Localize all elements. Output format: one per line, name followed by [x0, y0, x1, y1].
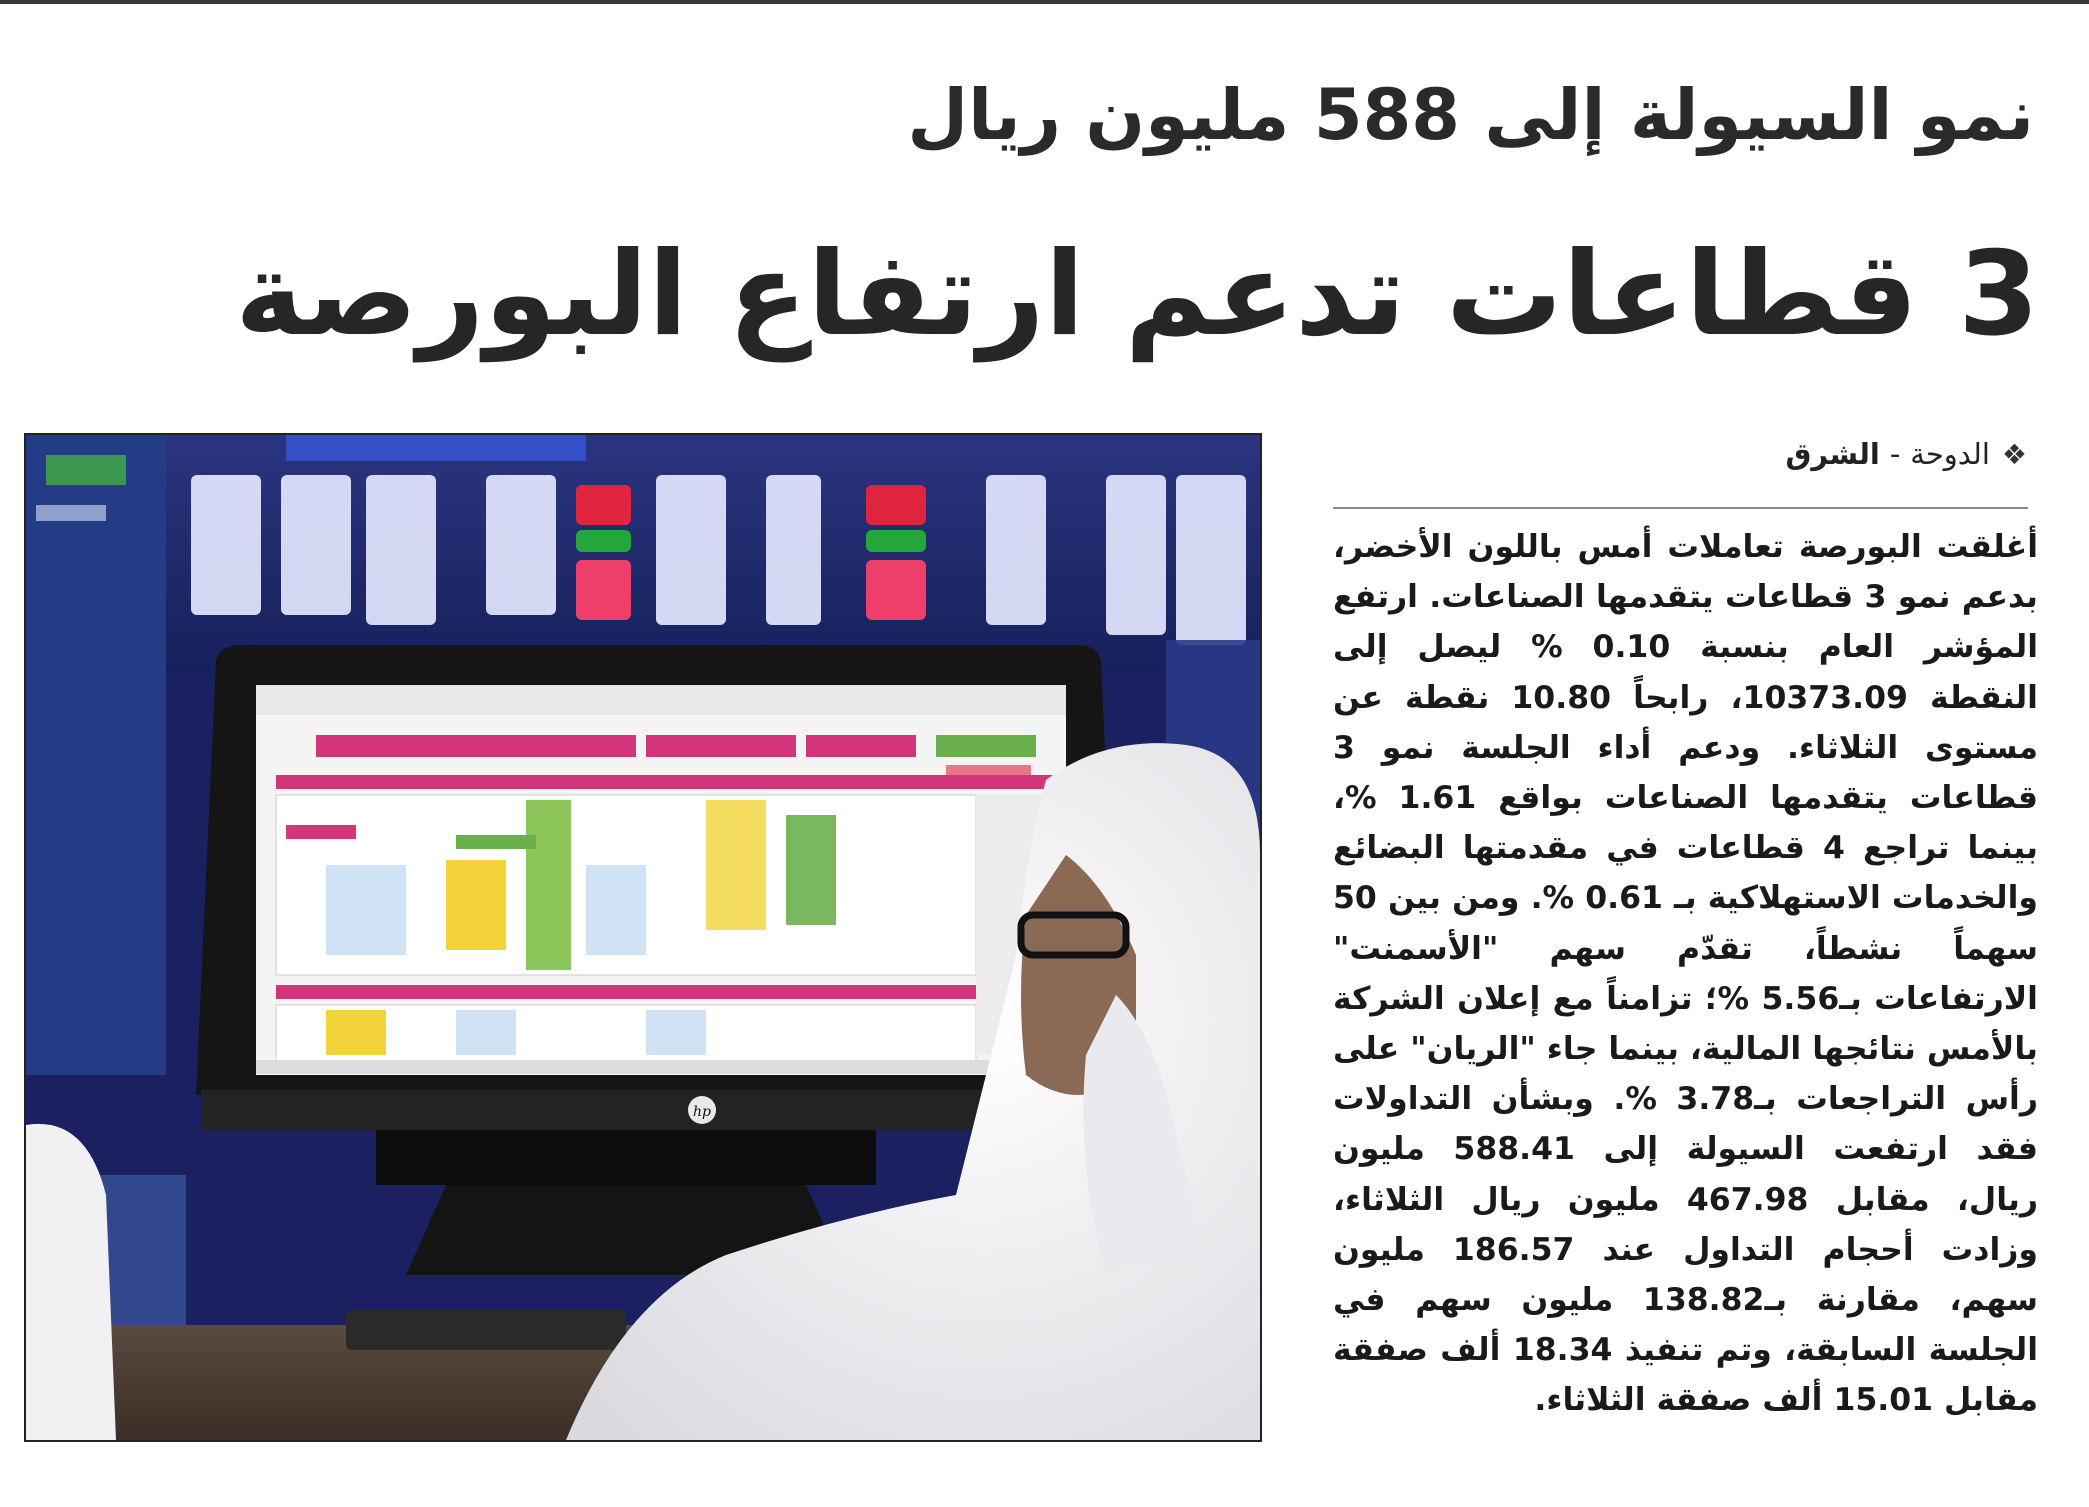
byline-separator: - [1889, 437, 1901, 471]
article-headline: 3 قطاعات تدعم ارتفاع البورصة [235, 227, 2039, 362]
byline [1427, 432, 2027, 477]
hp-logo-icon [688, 1096, 716, 1124]
article-kicker: نمو السيولة إلى 588 مليون ريال [907, 74, 2034, 156]
monitor-screen [256, 685, 1066, 1075]
byline-rule [1333, 507, 2028, 509]
byline-city: الدوحة [1910, 437, 1990, 471]
byline-paper: الشرق [1785, 437, 1880, 471]
diamond-bullet-icon: ❖ [2001, 438, 2027, 471]
keyboard [346, 1310, 626, 1350]
monitor-brand-label: hp [693, 1104, 711, 1120]
top-rule [0, 0, 2089, 4]
article-photo [24, 433, 1262, 1442]
article-body: أغلقت البورصة تعاملات أمس باللون الأخضر، بدعم نمو 3 قطاعات يتقدمها الصناعات. ارتفع المؤشر العام بنسبة 0.10 % ليصل إلى النقطة 10373.09، رابحاً 10.80 نقطة عن مستوى الثلاثاء. ودعم أداء الجلسة نمو 3 قطاعات يتقدمها الصناعات بواقع 1.61 %، بينما تراجع 4 قطاعات في مقدمتها البضائع والخدمات الاستهلاكية بـ 0.61 %. ومن بين 50 سهماً نشطاً، تقدّم سهم "الأسمنت" الارتفاعات بـ5.56 %؛ تزامناً مع إعلان الشركة بالأمس نتائجها المالية، بينما جاء "الريان" على رأس التراجعات بـ3.78 %. وبشأن التداولات فقد ارتفعت السيولة إلى 588.41 مليون ريال، مقابل 467.98 مليون ريال الثلاثاء، وزادت أحجام التداول عند 186.57 مليون سهم، مقارنة بـ138.82 مليون سهم في الجلسة السابقة، وتم تنفيذ 18.34 ألف صفقة مقابل 15.01 ألف صفقة الثلاثاء. [1333, 529, 2038, 1419]
